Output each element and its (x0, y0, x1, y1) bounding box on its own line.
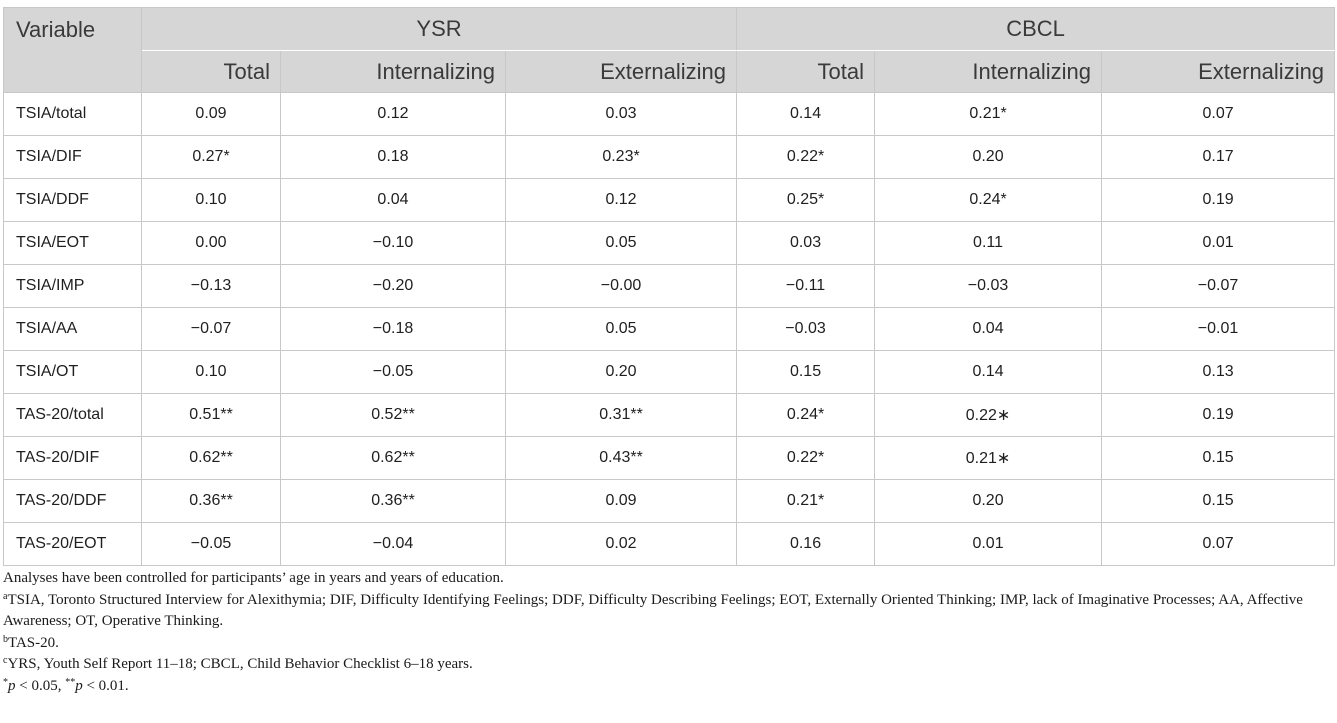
table-cell: 0.36** (142, 480, 281, 523)
table-cell: 0.43** (506, 437, 737, 480)
table-cell: 0.01 (1102, 222, 1335, 265)
header-col-ysr-total: Total (142, 51, 281, 93)
table-cell: 0.07 (1102, 93, 1335, 136)
table-cell: −0.05 (281, 351, 506, 394)
table-cell: −0.13 (142, 265, 281, 308)
row-variable-label: TAS-20/DDF (4, 480, 142, 523)
row-variable-label: TSIA/IMP (4, 265, 142, 308)
table-cell: 0.15 (1102, 437, 1335, 480)
row-variable-label: TSIA/AA (4, 308, 142, 351)
footnote-c: $^c$YRS, Youth Self Report 11–18; CBCL, Child Behavior Checklist 6–18 years. (3, 655, 473, 673)
table-cell: 0.14 (875, 351, 1102, 394)
table-cell: −0.18 (281, 308, 506, 351)
correlation-table (3, 7, 1335, 566)
footnote-significance: *p < 0.05, **p < 0.01. (3, 676, 129, 694)
table-row (4, 523, 1335, 566)
table-cell: 0.51** (142, 394, 281, 437)
table-cell: 0.02 (506, 523, 737, 566)
table-cell: 0.01 (875, 523, 1102, 566)
table-cell: 0.03 (737, 222, 875, 265)
table-cell: −0.03 (875, 265, 1102, 308)
table-cell: 0.03 (506, 93, 737, 136)
table-cell: 0.11 (875, 222, 1102, 265)
table-cell: −0.07 (142, 308, 281, 351)
table-row (4, 222, 1335, 265)
table-cell: 0.05 (506, 308, 737, 351)
header-row-columns (4, 51, 1335, 93)
row-variable-label: TSIA/DIF (4, 136, 142, 179)
row-variable-label: TSIA/total (4, 93, 142, 136)
table-body (4, 93, 1335, 566)
table-row (4, 480, 1335, 523)
table-cell: −0.04 (281, 523, 506, 566)
table-cell: 0.20 (506, 351, 737, 394)
table-row (4, 93, 1335, 136)
header-col-cbcl-externalizing: Externalizing (1102, 51, 1335, 93)
table-cell: 0.22* (737, 437, 875, 480)
table-row (4, 437, 1335, 480)
table-cell: 0.10 (142, 351, 281, 394)
table-cell: 0.13 (1102, 351, 1335, 394)
table-row (4, 136, 1335, 179)
table-cell: 0.21* (737, 480, 875, 523)
table-cell: −0.11 (737, 265, 875, 308)
header-group-ysr: YSR (142, 8, 737, 51)
header-col-ysr-internalizing: Internalizing (281, 51, 506, 93)
table-cell: 0.22* (737, 136, 875, 179)
table-row (4, 308, 1335, 351)
table-cell: 0.04 (875, 308, 1102, 351)
table-cell: 0.09 (142, 93, 281, 136)
table-cell: 0.20 (875, 480, 1102, 523)
footnote-b: $^b$TAS-20. (3, 633, 59, 651)
table-cell: 0.16 (737, 523, 875, 566)
table-cell: 0.36** (281, 480, 506, 523)
table-cell: −0.00 (506, 265, 737, 308)
table-row (4, 265, 1335, 308)
table-row (4, 351, 1335, 394)
table-cell: 0.25* (737, 179, 875, 222)
header-group-cbcl: CBCL (737, 8, 1335, 51)
table-cell: 0.24* (875, 179, 1102, 222)
table-cell: 0.14 (737, 93, 875, 136)
table-cell: 0.23* (506, 136, 737, 179)
table-cell: 0.17 (1102, 136, 1335, 179)
table-cell: 0.62** (281, 437, 506, 480)
header-col-cbcl-internalizing: Internalizing (875, 51, 1102, 93)
table-cell: 0.00 (142, 222, 281, 265)
table-cell: −0.01 (1102, 308, 1335, 351)
table-cell: 0.27* (142, 136, 281, 179)
table-footnotes (3, 568, 1334, 698)
table-cell: 0.15 (737, 351, 875, 394)
table-cell: 0.21* (875, 93, 1102, 136)
table-cell: −0.07 (1102, 265, 1335, 308)
table-cell: −0.03 (737, 308, 875, 351)
row-variable-label: TSIA/OT (4, 351, 142, 394)
footnote-controls: Analyses have been controlled for participants’ age in years and years of education. (3, 570, 504, 586)
table-cell: −0.10 (281, 222, 506, 265)
table-cell: 0.18 (281, 136, 506, 179)
table-cell: 0.31** (506, 394, 737, 437)
row-variable-label: TSIA/DDF (4, 179, 142, 222)
row-variable-label: TSIA/EOT (4, 222, 142, 265)
row-variable-label: TAS-20/DIF (4, 437, 142, 480)
row-variable-label: TAS-20/EOT (4, 523, 142, 566)
table-cell: −0.05 (142, 523, 281, 566)
table-cell: 0.09 (506, 480, 737, 523)
row-variable-label: TAS-20/total (4, 394, 142, 437)
footnote-a: $^a$TSIA, Toronto Structured Interview for Alexithymia; DIF, Difficulty Identifying Feelings; DDF, Difficulty Describing Feelings; EOT, Externally Oriented Thinking; IMP, lack of Imaginative Processes; AA, Affective Awareness; OT, Operative Thinking. (3, 590, 1303, 630)
table-cell: 0.20 (875, 136, 1102, 179)
table-cell: 0.05 (506, 222, 737, 265)
table-cell: 0.21∗ (875, 437, 1102, 480)
table-cell: 0.04 (281, 179, 506, 222)
table-row (4, 394, 1335, 437)
header-col-cbcl-total: Total (737, 51, 875, 93)
table-cell: 0.07 (1102, 523, 1335, 566)
table-cell: 0.62** (142, 437, 281, 480)
table-cell: 0.12 (506, 179, 737, 222)
table-cell: 0.15 (1102, 480, 1335, 523)
header-col-ysr-externalizing: Externalizing (506, 51, 737, 93)
table-cell: 0.10 (142, 179, 281, 222)
header-variable: Variable (4, 8, 142, 93)
table-cell: 0.19 (1102, 394, 1335, 437)
table-cell: 0.24* (737, 394, 875, 437)
header-row-groups (4, 8, 1335, 51)
table-cell: −0.20 (281, 265, 506, 308)
table-cell: 0.52** (281, 394, 506, 437)
table-cell: 0.12 (281, 93, 506, 136)
table-cell: 0.19 (1102, 179, 1335, 222)
table-cell: 0.22∗ (875, 394, 1102, 437)
table-row (4, 179, 1335, 222)
